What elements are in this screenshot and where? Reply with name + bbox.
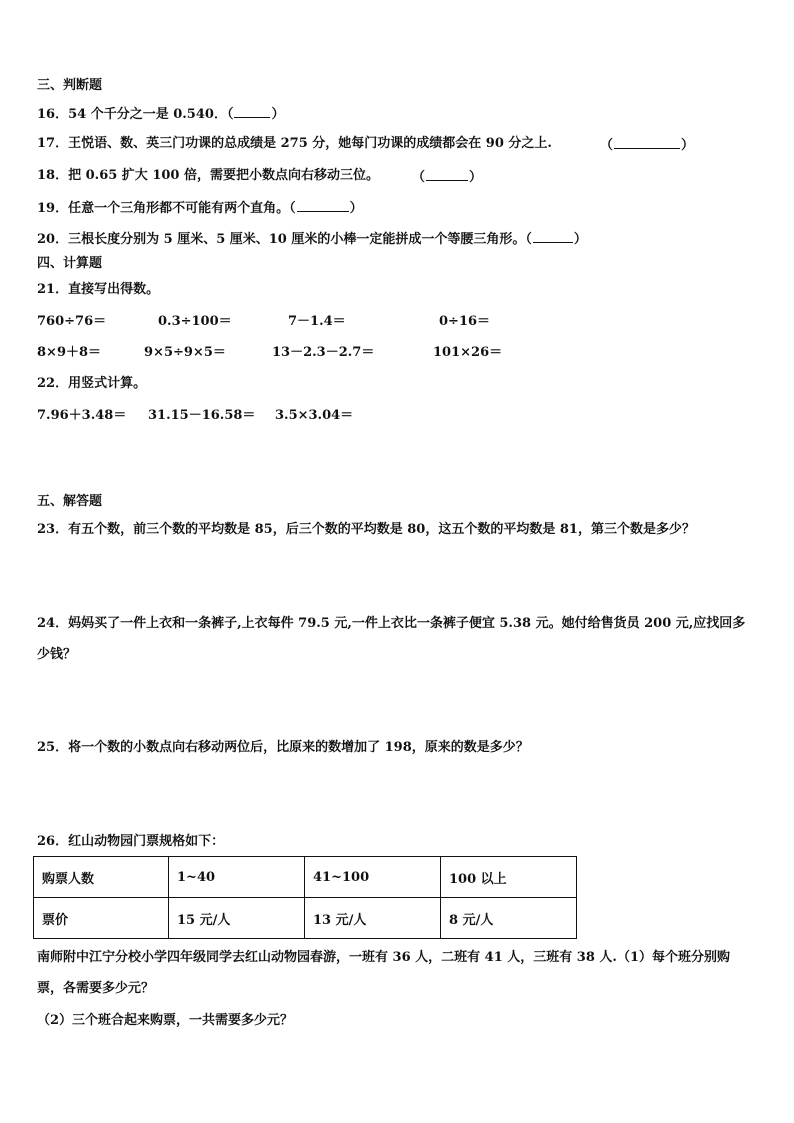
expression: 101×26＝	[433, 345, 503, 360]
question-26: 26．红山动物园门票规格如下：	[37, 834, 225, 849]
expression: 7.96＋3.48＝	[37, 408, 127, 423]
question-26-line-1: 南师附中江宁分校小学四年级同学去红山动物园春游，一班有 36 人，二班有 41 人，三班有 38 人.（1）每个班分别购	[37, 950, 730, 965]
question-17	[37, 136, 552, 152]
expression: 13－2.3－2.7＝	[272, 345, 375, 360]
table-cell: 41~100	[305, 857, 441, 898]
question-19-text: 19．任意一个三角形都不可能有两个直角。（	[37, 201, 296, 216]
table-cell: 8 元/人	[441, 898, 577, 939]
section-heading-judge: 三、判断题	[37, 78, 103, 93]
question-20-close: ）	[573, 232, 587, 247]
question-16-text: 16．54 个千分之一是 0.540．（	[37, 107, 234, 122]
question-18	[37, 168, 379, 184]
question-17-close: ）	[681, 138, 695, 153]
expression: 9×5÷9×5＝	[144, 345, 226, 360]
question-26-line-3: （2）三个班合起来购票，一共需要多少元？	[37, 1013, 294, 1028]
question-25: 25．将一个数的小数点向右移动两位后，比原来的数增加了 198，原来的数是多少？	[37, 740, 529, 755]
question-20-text: 20．三根长度分别为 5 厘米、5 厘米、10 厘米的小棒一定能拼成一个等腰三角形。（	[37, 232, 532, 247]
ticket-price-table	[33, 856, 577, 939]
question-18-open: （	[412, 170, 426, 185]
expression: 7－1.4＝	[288, 314, 346, 329]
table-cell: 票价	[34, 898, 169, 939]
table-cell: 购票人数	[34, 857, 169, 898]
question-19-close: ）	[349, 201, 363, 216]
question-17-answer	[600, 136, 694, 154]
expression: 0.3÷100＝	[158, 314, 232, 329]
table-cell: 1~40	[169, 857, 305, 898]
table-row	[34, 898, 577, 939]
expression: 3.5×3.04＝	[275, 408, 354, 423]
question-22: 22．用竖式计算。	[37, 376, 147, 391]
question-26-line-2: 票，各需要多少元？	[37, 981, 155, 996]
question-19	[37, 199, 363, 217]
question-17-text: 17．王悦语、数、英三门功课的总成绩是 275 分，她每门功课的成绩都会在 90 分之上.	[37, 136, 552, 151]
section-heading-solve: 五、解答题	[37, 494, 103, 509]
question-17-open: （	[600, 138, 614, 153]
answer-blank-17[interactable]	[614, 136, 680, 149]
table-cell: 13 元/人	[305, 898, 441, 939]
answer-blank-16[interactable]	[234, 105, 270, 118]
question-16-close: ）	[271, 107, 285, 122]
section-heading-calc: 四、计算题	[37, 256, 103, 271]
question-23: 23．有五个数，前三个数的平均数是 85，后三个数的平均数是 80，这五个数的平均数是 81，第三个数是多少？	[37, 522, 695, 537]
question-20	[37, 230, 587, 248]
expression: 760÷76＝	[37, 314, 107, 329]
expression: 8×9＋8＝	[37, 345, 102, 360]
expression: 31.15－16.58＝	[148, 408, 256, 423]
question-18-text: 18．把 0.65 扩大 100 倍，需要把小数点向右移动三位。	[37, 168, 379, 183]
question-24-line-1: 24．妈妈买了一件上衣和一条裤子,上衣每件 79.5 元,一件上衣比一条裤子便宜 5.38 元。她付给售货员 200 元,应找回多	[37, 616, 746, 631]
answer-blank-18[interactable]	[426, 168, 468, 181]
table-cell: 15 元/人	[169, 898, 305, 939]
question-21: 21．直接写出得数。	[37, 282, 160, 297]
answer-blank-20[interactable]	[533, 230, 573, 243]
answer-blank-19[interactable]	[297, 199, 349, 212]
table-cell: 100 以上	[441, 857, 577, 898]
expression: 0÷16＝	[439, 314, 491, 329]
question-24-line-2: 少钱？	[37, 647, 77, 662]
question-18-close: ）	[469, 170, 483, 185]
question-18-answer	[412, 168, 482, 186]
question-16	[37, 105, 284, 123]
table-row	[34, 857, 577, 898]
